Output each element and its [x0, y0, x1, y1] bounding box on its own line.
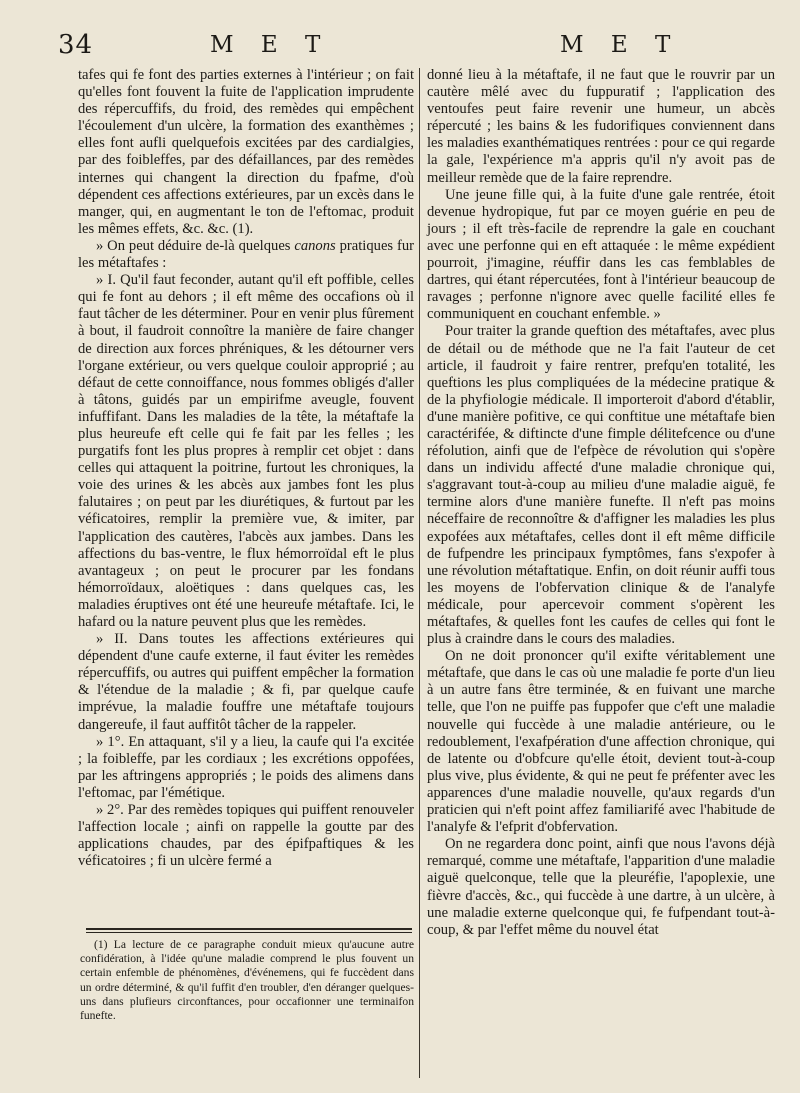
- paragraph: Pour traiter la grande queftion des métaftafes, avec plus de détail ou de méthode que ne l'a fait l'auteur de cet article, il faudroit y faire rentrer, prefqu'en totalité, les queftions les plus compliquées de la médecine pratique & de la phyfiologie médicale. Il importeroit d'abord d'établir, d'une manière pofitive, ce qui conftitue une métaftafe bien caractérifée, & diftincte d'une fimple délitefcence ou d'une réfolution, ainfi que de l'efpèce de révolution qui s'opère dans un individu affecté d'une maladie chronique qui, s'aggravant tout-à-coup au milieu d'une maladie aiguë, fe termine alors d'une manière funefte. Il n'eft pas moins néceffaire de reconnoître & d'affigner les maladies les plus expofées aux métaftafes, celles dont il eft même difficile de fufpendre les principaux fymptômes, fans s'expofer à une révolution métaftatique. Enfin, on doit réunir auffi tous les moyens de l'obfervation clinique & de l'analyfe médicale, pour apercevoir comment s'opèrent les métaftafes, & quelles font les caufes de celles qui font le plus à craindre dans le cours des maladies.: [427, 323, 775, 648]
- column-divider: [419, 68, 420, 1078]
- paragraph: donné lieu à la métaftafe, il ne faut que le rouvrir par un cautère mêlé avec du fuppuratif ; l'application des ventoufes peut faire revenir une humeur, un abcès répercuté ; les bains & les fudorifiques conviennent dans les maladies exanthématiques rentrées : pour ce qui regarde la gale, l'expérience m'a appris qu'il n'y avoit pas de meilleur remède que de la faire reprendre.: [427, 67, 775, 186]
- page-number: 34: [58, 30, 94, 60]
- canons-word: canons: [294, 237, 336, 254]
- paragraph-canons: [78, 238, 414, 272]
- running-title-right: M E T: [560, 32, 681, 58]
- paragraph: Une jeune fille qui, à la fuite d'une gale rentrée, étoit devenue hydropique, fut par ce moyen guérie en peu de jours ; il eft très-facile de reprendre la gale en couchant avec une perfonne qui en eft attaquée : le même expédient pourroit, j'imagine, réuffir dans les cas femblables de dartres, qui étant répercutées, font à l'intérieur beaucoup de ravages ; perfonne n'ignore avec quelle facilité elles fe communiquent en couchant enfemble. »: [427, 186, 775, 323]
- left-column: [78, 67, 414, 870]
- paragraph: tafes qui fe font des parties externes à l'intérieur ; on fait qu'elles font fouvent la fuite de l'application imprudente des répercuffifs, du froid, des remèdes qui empêchent l'écoulement d'un ulcère, la formation des exanthèmes ; elles font aufli quelquefois excitées par des cardialgies, par des foibleffes, par des défaillances, par des remèdes internes qui changent la direction du fpafme, d'où dépendent ces affections extérieures, par un excès dans le manger, qui, en augmentant le ton de l'eftomac, produit les mêmes effets, &c. &c. (1).: [78, 67, 414, 237]
- paragraph: » 2°. Par des remèdes topiques qui puiffent renouveler l'affection locale ; ainfi on rappelle la goutte par des applications chaudes, par des épifpaftiques & les véficatoires ; fi un ulcère fermé a: [78, 802, 414, 870]
- footnote: [80, 938, 414, 1023]
- paragraph: » 1°. En attaquant, s'il y a lieu, la caufe qui l'a excitée ; la foibleffe, par les cordiaux ; les excrétions oppofées, par les aftringens appropriés ; le poids des alimens dans l'eftomac, par l'émétique.: [78, 733, 414, 801]
- right-column: [427, 67, 775, 939]
- paragraph: On ne doit prononcer qu'il exifte véritablement une métaftafe, que dans le cas où une maladie fe porte d'un lieu à un autre fans être terminée, & en fuivant une marche telle, que l'on ne puiffe pas fuppofer que c'eft une maladie nouvelle qui fuccède à une maladie antérieure, ou le redoublement, l'exafpération d'une affection chronique, qui de latente ou d'obfcure qu'elle étoit, devient tout-à-coup plus vive, plus évidente, & qui ne peut fe préfenter avec les apparences d'une maladie nouvelle, qu'aux regards d'un praticien qui n'eft point affez familiarifé avec l'habitude de l'analyfe & l'efprit d'obfervation.: [427, 648, 775, 836]
- canons-outro: pratiques fur les métaftafes :: [78, 237, 414, 272]
- canons-intro: » On peut déduire de-là quelques: [96, 237, 295, 254]
- paragraph: On ne regardera donc point, ainfi que nous l'avons déjà remarqué, comme une métaftafe, l'apparition d'une maladie aiguë quelconque, telle que la pleuréfie, l'apoplexie, une fièvre d'accès, &c., qui fuccède à une dartre, à un ulcère, à une maladie externe quelconque qui, fe fufpendant tout-à-coup, & par l'effet même du nouvel état: [427, 836, 775, 938]
- footnote-text: (1) La lecture de ce paragraphe conduit mieux qu'aucune autre confidération, à l'idée qu'une maladie comprend le plus fouvent un certain enfemble de phénomènes, d'événemens, qui fe fuccèdent dans un ordre déterminé, & qu'il fuffit d'en troubler, d'en déranger quelques-uns dans plufieurs circonftances, pour occafionner une terminaifon funefte.: [80, 938, 414, 1023]
- paragraph: » I. Qu'il faut feconder, autant qu'il eft poffible, celles qui fe font au dehors ; il eft même des occafions où il faut tâcher de les déterminer. Pour en venir plus fûrement à bout, il faudroit connoître la manière de faire changer de direction aux forces phréniques, & les détourner vers l'organe extérieur, ou vers quelque couloir approprié ; au défaut de cette connoiffance, nous fommes obligés d'aller à tâtons, guidés par un empirifme aveugle, fouvent infuffifant. Dans les maladies de la tête, la métaftafe la plus heureufe eft celle qui fe fait par les felles ; les purgatifs font les plus propres à remplir cet objet : dans celles qui attaquent la poitrine, furtout les chroniques, la voie des urines & les abcès aux jambes font les plus falutaires ; on peut par les diurétiques, & furtout par les véficatoires, remplir la première vue, & imiter, par l'application des cautères, l'abcès aux jambes. Dans les affections du bas-ventre, le flux hémorroïdal eft le plus avantageux ; on peut le procurer par les fondans hémorroïdaux, aloëtiques : dans quelques cas, les maladies éruptives ont été une heureufe métaftafe. Ici, le hafard ou la nature peuvent plus que les remèdes.: [78, 272, 414, 630]
- running-head: [0, 30, 800, 70]
- paragraph: » II. Dans toutes les affections extérieures qui dépendent d'une caufe externe, il faut éviter les remèdes répercuffifs, ou autres qui puiffent empêcher la formation & l'étendue de la maladie ; & fi, par quelque caufe imprévue, la maladie fouffre une métaftafe toujours dangereufe, il faut auffitôt tâcher de la rappeler.: [78, 631, 414, 733]
- running-title-left: M E T: [210, 32, 331, 58]
- footnote-rule: [86, 928, 412, 930]
